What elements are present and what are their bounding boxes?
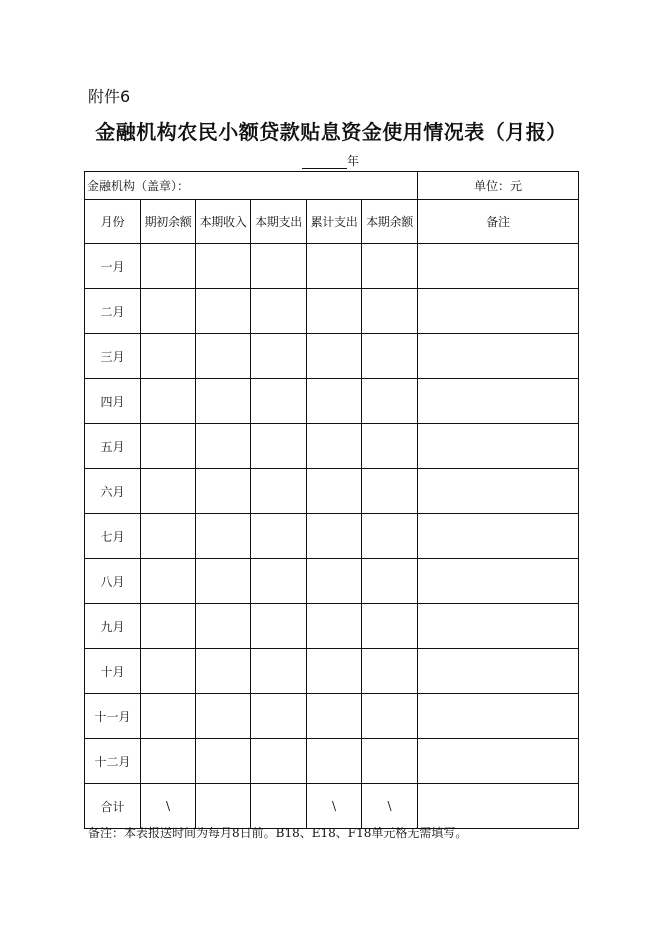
month-label: 四月 <box>85 379 141 424</box>
header-opening-balance: 期初余额 <box>141 200 196 244</box>
remarks-cell[interactable] <box>418 289 579 334</box>
opening-balance-cell[interactable] <box>141 334 196 379</box>
table-row <box>85 244 579 289</box>
current-income-cell[interactable] <box>196 379 251 424</box>
current-expense-cell[interactable] <box>251 424 307 469</box>
opening-balance-cell[interactable] <box>141 514 196 559</box>
current-balance-cell[interactable] <box>362 244 418 289</box>
current-balance-cell[interactable] <box>362 379 418 424</box>
current-income-cell[interactable] <box>196 739 251 784</box>
total-opening-balance: \ <box>141 784 196 829</box>
table-row <box>85 289 579 334</box>
cumulative-expense-cell[interactable] <box>307 739 362 784</box>
table-row <box>85 379 579 424</box>
remarks-cell[interactable] <box>418 244 579 289</box>
table-row <box>85 424 579 469</box>
opening-balance-cell[interactable] <box>141 604 196 649</box>
current-income-cell[interactable] <box>196 514 251 559</box>
current-income-cell[interactable] <box>196 559 251 604</box>
header-remarks: 备注 <box>418 200 579 244</box>
remarks-cell[interactable] <box>418 694 579 739</box>
current-balance-cell[interactable] <box>362 559 418 604</box>
cumulative-expense-cell[interactable] <box>307 334 362 379</box>
unit-label: 单位：元 <box>418 172 579 200</box>
current-expense-cell[interactable] <box>251 604 307 649</box>
table-row <box>85 334 579 379</box>
current-expense-cell[interactable] <box>251 694 307 739</box>
total-remarks[interactable] <box>418 784 579 829</box>
year-line <box>302 152 359 169</box>
cumulative-expense-cell[interactable] <box>307 469 362 514</box>
total-row <box>85 784 579 829</box>
current-balance-cell[interactable] <box>362 424 418 469</box>
current-balance-cell[interactable] <box>362 334 418 379</box>
opening-balance-cell[interactable] <box>141 559 196 604</box>
header-cumulative-expense: 累计支出 <box>307 200 362 244</box>
current-balance-cell[interactable] <box>362 289 418 334</box>
header-month: 月份 <box>85 200 141 244</box>
table-row <box>85 559 579 604</box>
opening-balance-cell[interactable] <box>141 469 196 514</box>
table-row <box>85 514 579 559</box>
total-current-income[interactable] <box>196 784 251 829</box>
month-label: 三月 <box>85 334 141 379</box>
current-balance-cell[interactable] <box>362 649 418 694</box>
opening-balance-cell[interactable] <box>141 244 196 289</box>
org-label: 金融机构（盖章）： <box>85 172 418 200</box>
remarks-cell[interactable] <box>418 604 579 649</box>
current-expense-cell[interactable] <box>251 244 307 289</box>
month-label: 七月 <box>85 514 141 559</box>
total-current-balance: \ <box>362 784 418 829</box>
year-blank-field <box>302 155 347 169</box>
month-label: 九月 <box>85 604 141 649</box>
header-row <box>85 200 579 244</box>
cumulative-expense-cell[interactable] <box>307 424 362 469</box>
month-label: 十月 <box>85 649 141 694</box>
total-label: 合计 <box>85 784 141 829</box>
current-balance-cell[interactable] <box>362 694 418 739</box>
current-income-cell[interactable] <box>196 289 251 334</box>
table-row <box>85 649 579 694</box>
remarks-cell[interactable] <box>418 649 579 694</box>
cumulative-expense-cell[interactable] <box>307 694 362 739</box>
month-label: 十二月 <box>85 739 141 784</box>
current-expense-cell[interactable] <box>251 649 307 694</box>
attachment-label: 附件6 <box>88 87 131 106</box>
current-expense-cell[interactable] <box>251 514 307 559</box>
opening-balance-cell[interactable] <box>141 289 196 334</box>
cumulative-expense-cell[interactable] <box>307 649 362 694</box>
cumulative-expense-cell[interactable] <box>307 244 362 289</box>
remarks-cell[interactable] <box>418 739 579 784</box>
opening-balance-cell[interactable] <box>141 739 196 784</box>
cumulative-expense-cell[interactable] <box>307 514 362 559</box>
footnote: 备注：本表报送时间为每月8日前。B18、E18、F18单元格无需填写。 <box>88 826 468 840</box>
total-current-expense[interactable] <box>251 784 307 829</box>
current-expense-cell[interactable] <box>251 334 307 379</box>
report-table <box>84 171 579 829</box>
current-balance-cell[interactable] <box>362 604 418 649</box>
current-expense-cell[interactable] <box>251 379 307 424</box>
remarks-cell[interactable] <box>418 469 579 514</box>
remarks-cell[interactable] <box>418 514 579 559</box>
month-label: 一月 <box>85 244 141 289</box>
month-label: 八月 <box>85 559 141 604</box>
current-expense-cell[interactable] <box>251 469 307 514</box>
header-current-balance: 本期余额 <box>362 200 418 244</box>
table-row <box>85 739 579 784</box>
current-income-cell[interactable] <box>196 469 251 514</box>
opening-balance-cell[interactable] <box>141 649 196 694</box>
current-income-cell[interactable] <box>196 334 251 379</box>
header-current-expense: 本期支出 <box>251 200 307 244</box>
current-expense-cell[interactable] <box>251 739 307 784</box>
header-current-income: 本期收入 <box>196 200 251 244</box>
table-row <box>85 469 579 514</box>
info-row <box>85 172 579 200</box>
current-balance-cell[interactable] <box>362 469 418 514</box>
month-label: 六月 <box>85 469 141 514</box>
cumulative-expense-cell[interactable] <box>307 604 362 649</box>
opening-balance-cell[interactable] <box>141 424 196 469</box>
current-expense-cell[interactable] <box>251 289 307 334</box>
month-label: 十一月 <box>85 694 141 739</box>
opening-balance-cell[interactable] <box>141 694 196 739</box>
current-balance-cell[interactable] <box>362 514 418 559</box>
opening-balance-cell[interactable] <box>141 379 196 424</box>
year-suffix: 年 <box>347 154 360 168</box>
remarks-cell[interactable] <box>418 559 579 604</box>
remarks-cell[interactable] <box>418 334 579 379</box>
current-income-cell[interactable] <box>196 424 251 469</box>
cumulative-expense-cell[interactable] <box>307 289 362 334</box>
table-row <box>85 604 579 649</box>
month-label: 五月 <box>85 424 141 469</box>
current-income-cell[interactable] <box>196 694 251 739</box>
current-income-cell[interactable] <box>196 649 251 694</box>
table-row <box>85 694 579 739</box>
total-cumulative-expense: \ <box>307 784 362 829</box>
cumulative-expense-cell[interactable] <box>307 379 362 424</box>
month-label: 二月 <box>85 289 141 334</box>
remarks-cell[interactable] <box>418 424 579 469</box>
cumulative-expense-cell[interactable] <box>307 559 362 604</box>
current-income-cell[interactable] <box>196 604 251 649</box>
current-income-cell[interactable] <box>196 244 251 289</box>
current-balance-cell[interactable] <box>362 739 418 784</box>
remarks-cell[interactable] <box>418 379 579 424</box>
current-expense-cell[interactable] <box>251 559 307 604</box>
page-title: 金融机构农民小额贷款贴息资金使用情况表（月报） <box>95 120 567 144</box>
